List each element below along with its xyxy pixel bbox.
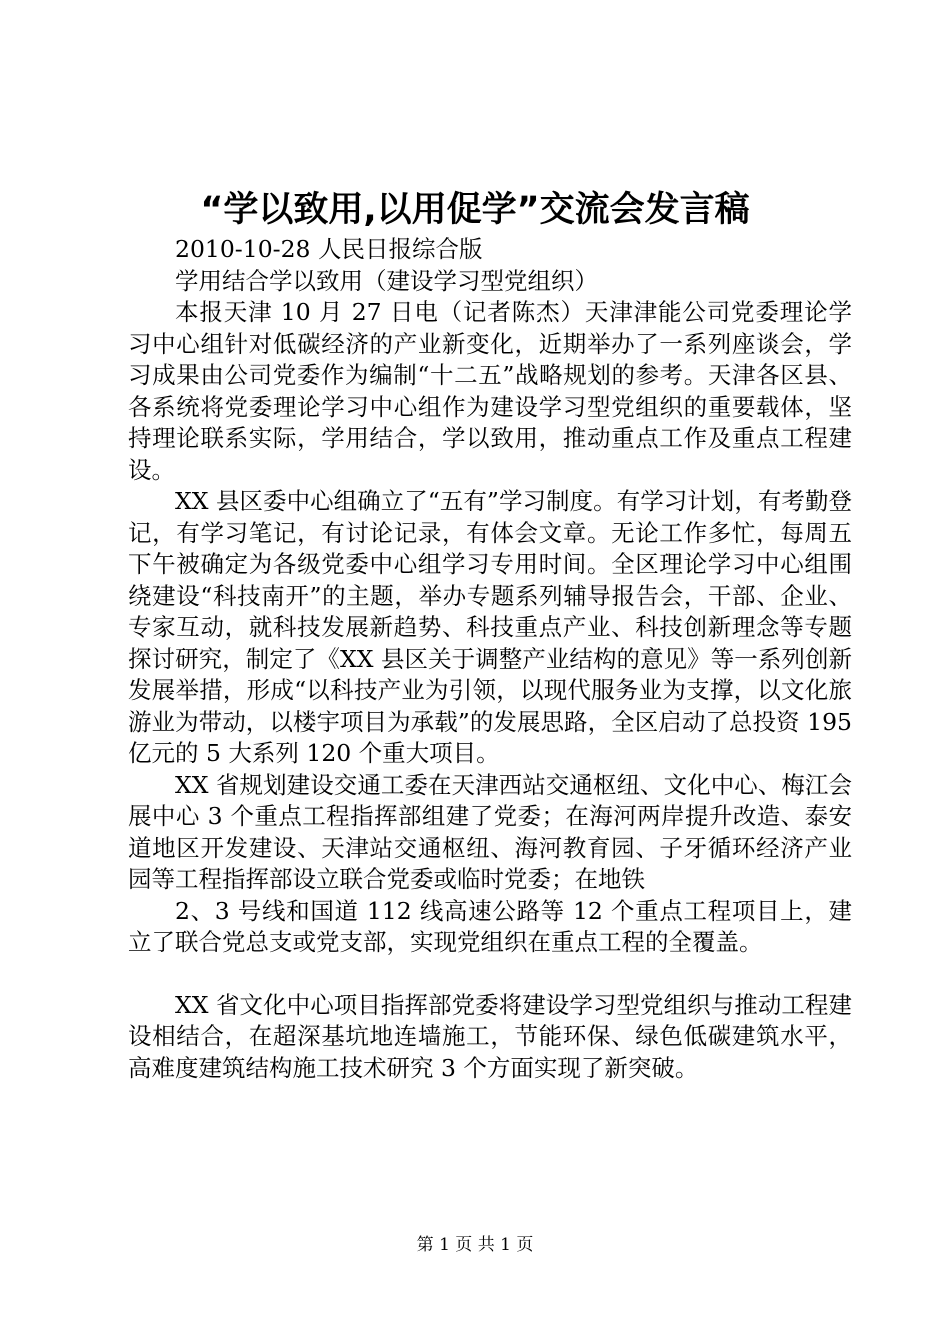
page-footer: 第 1 页 共 1 页 (416, 1235, 534, 1255)
document-title: “学以致用,以用促学”交流会发言稿 (200, 190, 750, 230)
paragraph-source: 2010-10-28 人民日报综合版 (175, 235, 483, 263)
document-body (128, 234, 852, 1084)
paragraph-metro: 2、3 号线和国道 112 线高速公路等 12 个重点工程项目上，建立了联合党总支或党支部，实现党组织在重点工程的全覆盖。 (128, 896, 852, 956)
paragraph-intro: 本报天津 10 月 27 日电（记者陈杰）天津津能公司党委理论学习中心组针对低碳经济的产业新变化，近期举办了一系列座谈会，学习成果由公司党委作为编制“十二五”战略规划的参考。天津各区县、各系统将党委理论学习中心组作为建设学习型党组织的重要载体，坚持理论联系实际，学用结合，学以致用，推动重点工作及重点工程建设。 (128, 298, 852, 484)
paragraph-subtitle: 学用结合学以致用（建设学习型党组织） (175, 266, 598, 295)
paragraph-transport: XX 省规划建设交通工委在天津西站交通枢纽、文化中心、梅江会展中心 3 个重点工程指挥部组建了党委；在海河两岸提升改造、泰安道地区开发建设、天津站交通枢纽、海河教育园、子牙循环经济产业园等工程指挥部设立联合党委或临时党委；在地铁 (128, 770, 852, 893)
paragraph-culture-center: XX 省文化中心项目指挥部党委将建设学习型党组织与推动工程建设相结合，在超深基坑地连墙施工，节能环保、绿色低碳建筑水平，高难度建筑结构施工技术研究 3 个方面实现了新突破。 (128, 990, 852, 1082)
paragraph-county: XX 县区委中心组确立了“五有”学习制度。有学习计划，有考勤登记，有学习笔记，有讨论记录，有体会文章。无论工作多忙，每周五下午被确定为各级党委中心组学习专用时间。全区理论学习中心组围绕建设“科技南开”的主题，举办专题系列辅导报告会，干部、企业、专家互动，就科技发展新趋势、科技重点产业、科技创新理念等专题探讨研究，制定了《XX 县区关于调整产业结构的意见》等一系列创新发展举措，形成“以科技产业为引领，以现代服务业为支撑，以文化旅游业为带动，以楼宇项目为承载”的发展思路，全区启动了总投资 195 亿元的 5 大系列 120 个重大项目。 (128, 487, 852, 767)
